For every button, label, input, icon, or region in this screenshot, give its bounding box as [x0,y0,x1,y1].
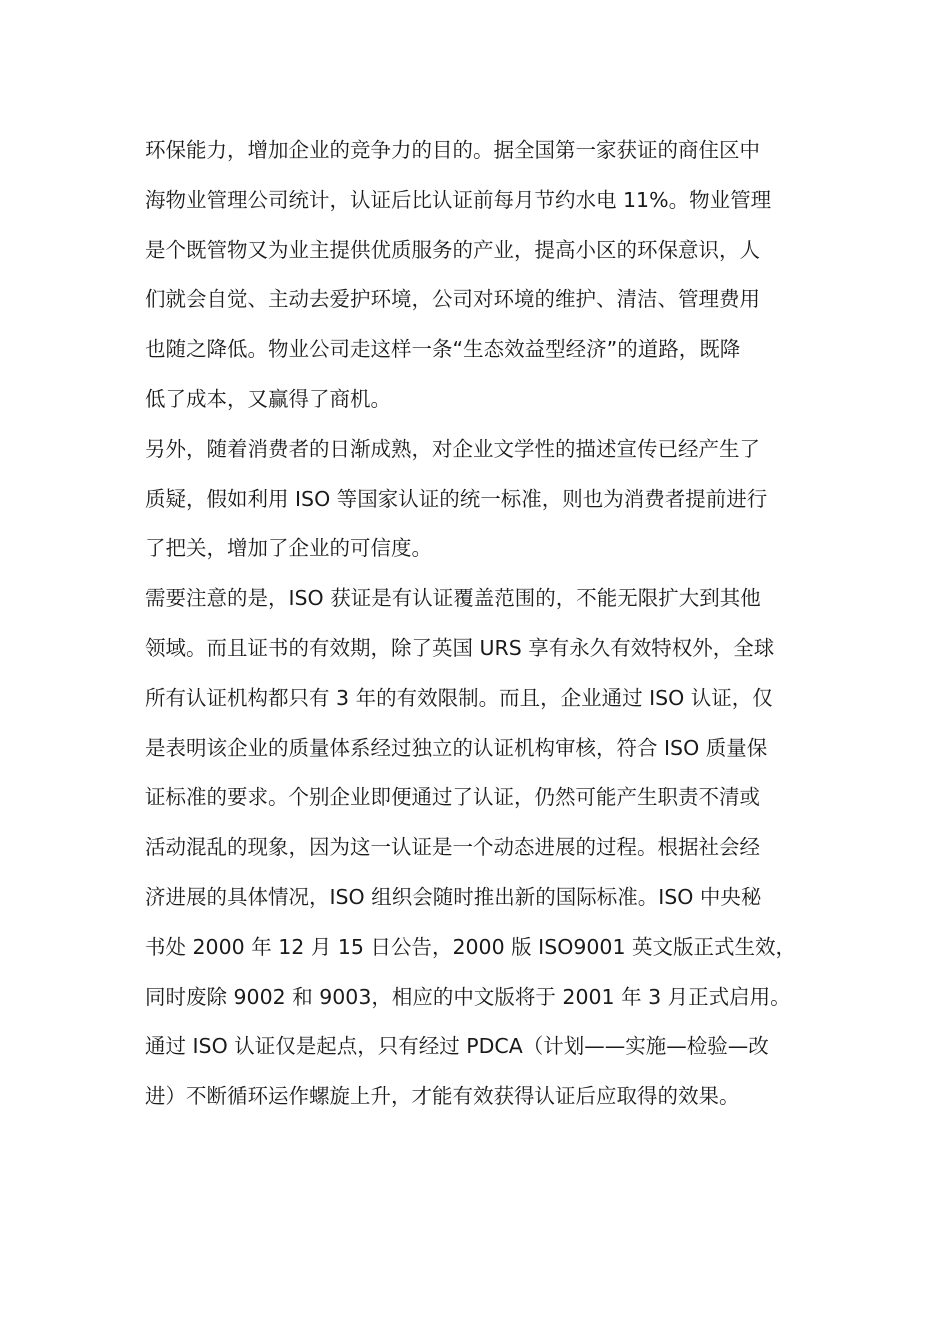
text-line: 们就会自觉、主动去爱护环境，公司对环境的维护、清洁、管理费用 [145,287,760,312]
text-line: 也随之降低。物业公司走这样一条“生态效益型经济”的道路，既降 [145,337,741,362]
paragraph-3 [145,574,810,1122]
text-line: 是个既管物又为业主提供优质服务的产业，提高小区的环保意识，人 [145,237,760,262]
text-line: 是表明该企业的质量体系经过独立的认证机构审核，符合 ISO 质量保 [145,735,768,760]
text-line: 进）不断循环运作螺旋上升，才能有效获得认证后应取得的效果。 [145,1084,740,1109]
text-line: 同时废除 9002 和 9003，相应的中文版将于 2001 年 3 月正式启用。 [145,984,791,1009]
text-line: 领域。而且证书的有效期，除了英国 URS 享有永久有效特权外，全球 [145,635,775,660]
text-line: 低了成本，又赢得了商机。 [145,386,391,411]
text-line: 环保能力，增加企业的竞争力的目的。据全国第一家获证的商住区中 [145,138,760,162]
text-line: 活动混乱的现象，因为这一认证是一个动态进展的过程。根据社会经 [145,835,760,860]
text-line: 证标准的要求。个别企业即便通过了认证，仍然可能产生职责不清或 [145,785,760,810]
text-line: 海物业管理公司统计，认证后比认证前每月节约水电 11%。物业管理 [145,187,772,212]
text-line: 了把关，增加了企业的可信度。 [145,536,432,561]
paragraph-1 [145,126,810,425]
text-line: 质疑，假如利用 ISO 等国家认证的统一标准，则也为消费者提前进行 [145,486,768,511]
text-line: 需要注意的是，ISO 获证是有认证覆盖范围的，不能无限扩大到其他 [145,586,761,611]
text-line: 通过 ISO 认证仅是起点，只有经过 PDCA（计划——实施—检验—改 [145,1034,769,1059]
document-body [145,126,810,1122]
paragraph-2 [145,425,810,574]
text-line: 济进展的具体情况，ISO 组织会随时推出新的国际标准。ISO 中央秘 [145,884,762,909]
text-line: 另外，随着消费者的日渐成熟，对企业文学性的描述宣传已经产生了 [145,436,760,461]
text-line: 所有认证机构都只有 3 年的有效限制。而且，企业通过 ISO 认证，仅 [145,685,773,710]
text-line: 书处 2000 年 12 月 15 日公告，2000 版 ISO9001 英文版正式生效， [145,934,797,959]
